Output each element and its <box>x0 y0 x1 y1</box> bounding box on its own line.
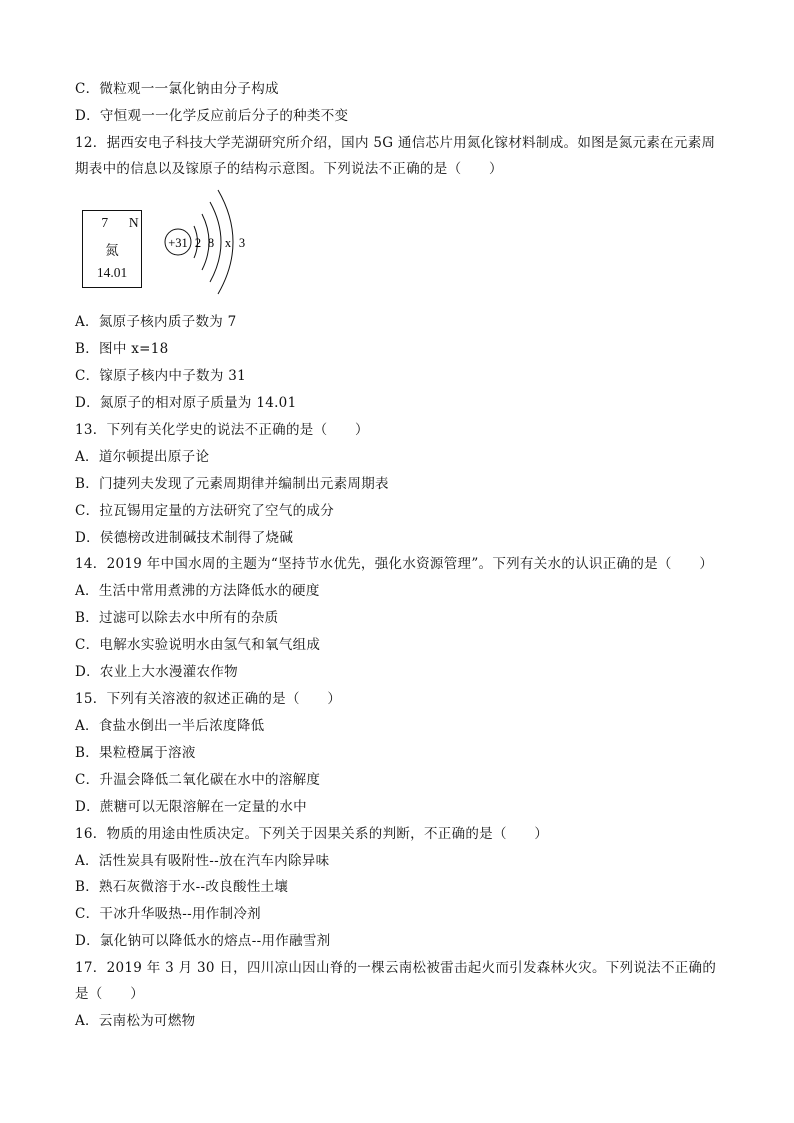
option-line: D．侯德榜改进制碱技术制得了烧碱 <box>75 530 294 546</box>
option-line: D．氯化钠可以降低水的熔点--用作融雪剂 <box>75 933 331 949</box>
option-line: C．拉瓦锡用定量的方法研究了空气的成分 <box>75 503 335 519</box>
option-line: A．食盐水倒出一半后浓度降低 <box>75 718 265 734</box>
option-line: B．熟石灰微溶于水--改良酸性土壤 <box>75 879 289 895</box>
option-line: C．镓原子核内中子数为 31 <box>75 368 246 384</box>
option-line: A．道尔顿提出原子论 <box>75 449 210 465</box>
option-line: C．电解水实验说明水由氢气和氧气组成 <box>75 637 321 653</box>
atomic-number: 7 <box>101 215 109 230</box>
option-line: C．干冰升华吸热--用作制冷剂 <box>75 906 261 922</box>
relative-atomic-mass: 14.01 <box>96 265 128 280</box>
option-line: B．门捷列夫发现了元素周期律并编制出元素周期表 <box>75 476 389 492</box>
option-line: A．活性炭具有吸附性--放在汽车内除异味 <box>75 853 330 869</box>
question-12-stem-cont: 期表中的信息以及镓原子的结构示意图。下列说法不正确的是（ ） <box>75 161 503 177</box>
gallium-atom-structure-diagram <box>162 186 282 306</box>
option-line: A．氮原子核内质子数为 7 <box>75 314 237 330</box>
option-line: D．蔗糖可以无限溶解在一定量的水中 <box>75 799 307 815</box>
option-line: B．过滤可以除去水中所有的杂质 <box>75 610 279 626</box>
option-line: D．农业上大水漫灌农作物 <box>75 664 238 680</box>
element-symbol: N <box>128 215 139 230</box>
shell-electron-count: 8 <box>207 236 215 250</box>
shell-electron-count: 2 <box>194 236 202 250</box>
option-line: A．云南松为可燃物 <box>75 1013 196 1029</box>
question-12-figure <box>82 186 282 306</box>
question-15-stem: 15．下列有关溶液的叙述正确的是（ ） <box>75 691 342 707</box>
shell-electron-count: x <box>224 236 232 250</box>
option-line: D．守恒观一一化学反应前后分子的种类不变 <box>75 108 349 124</box>
nucleus-charge: +31 <box>168 236 188 250</box>
question-14-stem: 14．2019 年中国水周的主题为“坚持节水优先，强化水资源管理”。下列有关水的认识正确的是（ ） <box>75 556 714 572</box>
option-line: B．果粒橙属于溶液 <box>75 745 196 761</box>
periodic-table-cell <box>82 210 142 288</box>
option-line: A．生活中常用煮沸的方法降低水的硬度 <box>75 583 320 599</box>
option-line: C．升温会降低二氧化碳在水中的溶解度 <box>75 772 321 788</box>
question-17-stem-cont: 是（ ） <box>75 986 144 1002</box>
shell-electron-count: 3 <box>238 236 246 250</box>
question-16-stem: 16．物质的用途由性质决定。下列关于因果关系的判断，不正确的是（ ） <box>75 826 549 842</box>
option-line: C．微粒观一一氯化钠由分子构成 <box>75 81 279 97</box>
element-name: 氮 <box>105 243 119 258</box>
question-12-stem: 12．据西安电子科技大学芜湖研究所介绍，国内 5G 通信芯片用氮化镓材料制成。如图是氮元素在元素周 <box>75 135 716 151</box>
option-line: B．图中 x=18 <box>75 341 169 357</box>
question-13-stem: 13．下列有关化学史的说法不正确的是（ ） <box>75 422 369 438</box>
option-line: D．氮原子的相对原子质量为 14.01 <box>75 395 297 411</box>
question-17-stem: 17．2019 年 3 月 30 日，四川凉山因山脊的一棵云南松被雷击起火而引发森林火灾。下列说法不正确的 <box>75 960 717 976</box>
